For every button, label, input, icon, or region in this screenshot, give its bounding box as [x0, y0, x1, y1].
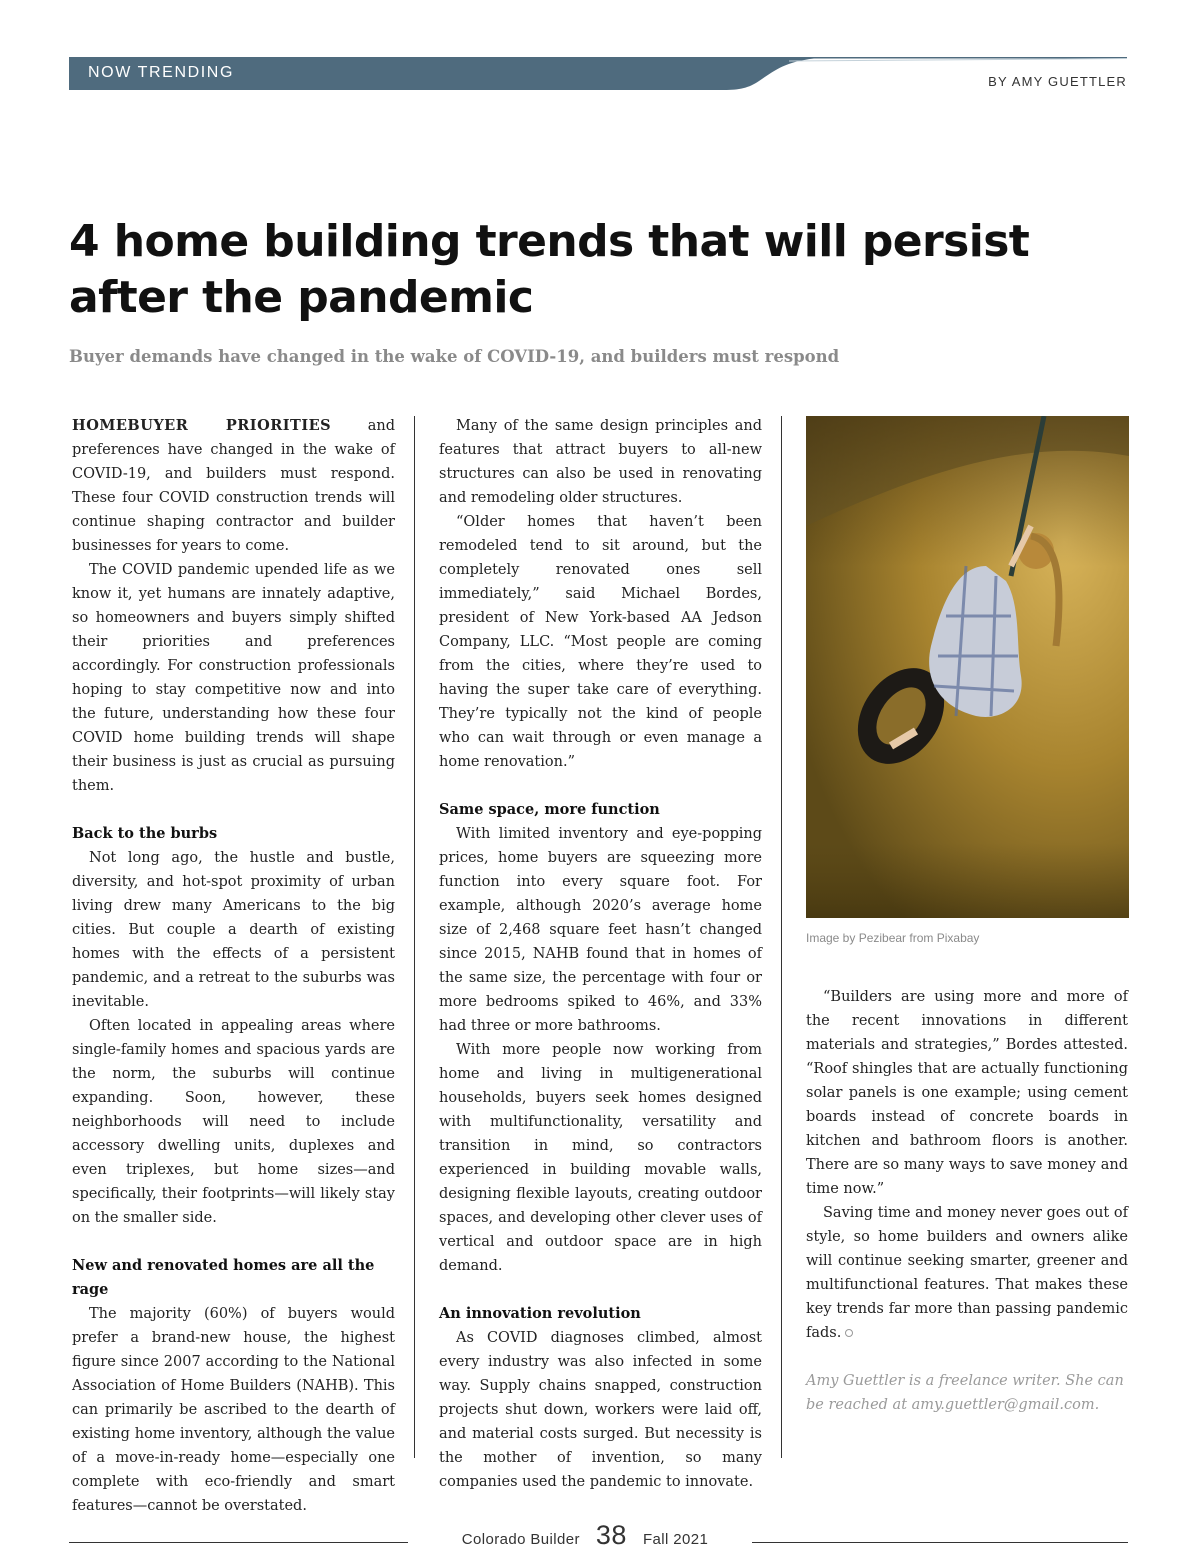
end-mark-icon: [845, 1329, 853, 1337]
section-heading: New and renovated homes are all the rage: [72, 1257, 375, 1298]
intro-text: and preferences have changed in the wake of COVID-19, and builders must respond. These four COVID construction trends will continue shaping contractor and builder businesses for years to come.: [72, 418, 395, 554]
intro-paragraph: [72, 414, 395, 558]
body-paragraph: Many of the same design principles and features that attract buyers to all-new structures can also be used in renovating and remodeling older structures.: [439, 418, 762, 506]
footer-rule-left: [69, 1542, 408, 1543]
byline: BY AMY GUETTLER: [988, 74, 1127, 89]
closing-text: Saving time and money never goes out of style, so home builders and owners alike will continue seeking smarter, greener and multifunctional features. That makes these key trends far more than passing pandemic fads.: [806, 1205, 1128, 1341]
body-paragraph: With more people now working from home and living in multigenerational households, buyers seek homes designed with multifunctionality, versatility and transition in mind, so contractors experienced in building movable walls, designing flexible layouts, creating outdoor spaces, and developing other clever uses of vertical and outdoor space are in high demand.: [439, 1042, 762, 1274]
body-paragraph: As COVID diagnoses climbed, almost every industry was also infected in some way. Supply chains snapped, construction projects shut down, workers were laid off, and material costs surged. But necessity is the mother of invention, so many companies used the pandemic to innovate.: [439, 1330, 762, 1490]
section-heading: An innovation revolution: [439, 1305, 641, 1322]
publication-name: Colorado Builder: [461, 1531, 580, 1548]
column-divider: [781, 416, 782, 1458]
page-number: 38: [595, 1520, 627, 1550]
body-paragraph: “Builders are using more and more of the recent innovations in different materials and strategies,” Bordes attested. “Roof shingles that are actually functioning solar panels is one example; using cement boards instead of concrete boards in kitchen and bathroom floors is another. There are so many ways to save money and time now.”: [806, 989, 1128, 1197]
body-paragraph: “Older homes that haven’t been remodeled tend to sit around, but the completely renovated ones sell immediately,” said Michael Bordes, president of New York-based AA Jedson Company, LLC. “Most people are coming from the cities, where they’re used to having the super take care of everything. They’re typically not the kind of people who can wait through or even manage a home renovation.”: [439, 514, 762, 770]
photo-caption: Image by Pezibear from Pixabay: [806, 931, 980, 945]
lead-in: HOMEBUYER PRIORITIES: [72, 417, 332, 434]
body-paragraph: The COVID pandemic upended life as we know it, yet humans are innately adaptive, so homeowners and buyers simply shifted their priorities and preferences accordingly. For construction professionals hoping to stay competitive now and into the future, understanding how these four COVID home building trends will shape their business is just as crucial as pursuing them.: [72, 562, 395, 794]
section-label: NOW TRENDING: [88, 64, 235, 81]
subheading: Buyer demands have changed in the wake of COVID-19, and builders must respond: [69, 347, 840, 366]
page-footer: [405, 1520, 765, 1551]
article-column-2: [439, 414, 762, 1494]
body-paragraph: Often located in appealing areas where single-family homes and spacious yards are the norm, the suburbs will continue expanding. Soon, however, these neighborhoods will need to include accessory dwelling units, duplexes and even triplexes, but home sizes—and specifically, their footprints—will likely stay on the smaller side.: [72, 1018, 395, 1226]
headline-line-1: 4 home building trends that will persist: [69, 216, 1030, 267]
section-heading: Same space, more function: [439, 801, 660, 818]
girl-on-tire-swing-photo: [806, 416, 1129, 918]
body-paragraph: Not long ago, the hustle and bustle, diversity, and hot-spot proximity of urban living drew many Americans to the big cities. But couple a dearth of existing homes with the effects of a persistent pandemic, and a retreat to the suburbs was inevitable.: [72, 850, 395, 1010]
section-banner: [69, 57, 1127, 91]
column-divider: [414, 416, 415, 1458]
body-paragraph: [806, 1201, 1128, 1345]
page-title: [69, 214, 1129, 326]
body-paragraph: With limited inventory and eye-popping prices, home buyers are squeezing more function into every square foot. For example, although 2020’s average home size of 2,468 square feet hasn’t changed since 2015, NAHB found that in homes of the same size, the percentage with four or more bedrooms spiked to 46%, and 33% had three or more bathrooms.: [439, 826, 762, 1034]
footer-rule-right: [752, 1542, 1128, 1543]
article-column-1: [72, 414, 395, 1518]
headline-line-2: after the pandemic: [69, 272, 534, 323]
article-column-3: [806, 985, 1128, 1417]
issue-label: Fall 2021: [642, 1531, 709, 1548]
body-paragraph: The majority (60%) of buyers would prefer a brand-new house, the highest figure since 2007 according to the National Association of Home Builders (NAHB). This can primarily be ascribed to the dearth of existing home inventory, although the value of a move-in-ready home—especially one complete with eco-friendly and smart features—cannot be overstated.: [72, 1306, 395, 1514]
author-bio: Amy Guettler is a freelance writer. She can be reached at amy.guettler@gmail.com.: [806, 1373, 1124, 1413]
section-heading: Back to the burbs: [72, 825, 218, 842]
